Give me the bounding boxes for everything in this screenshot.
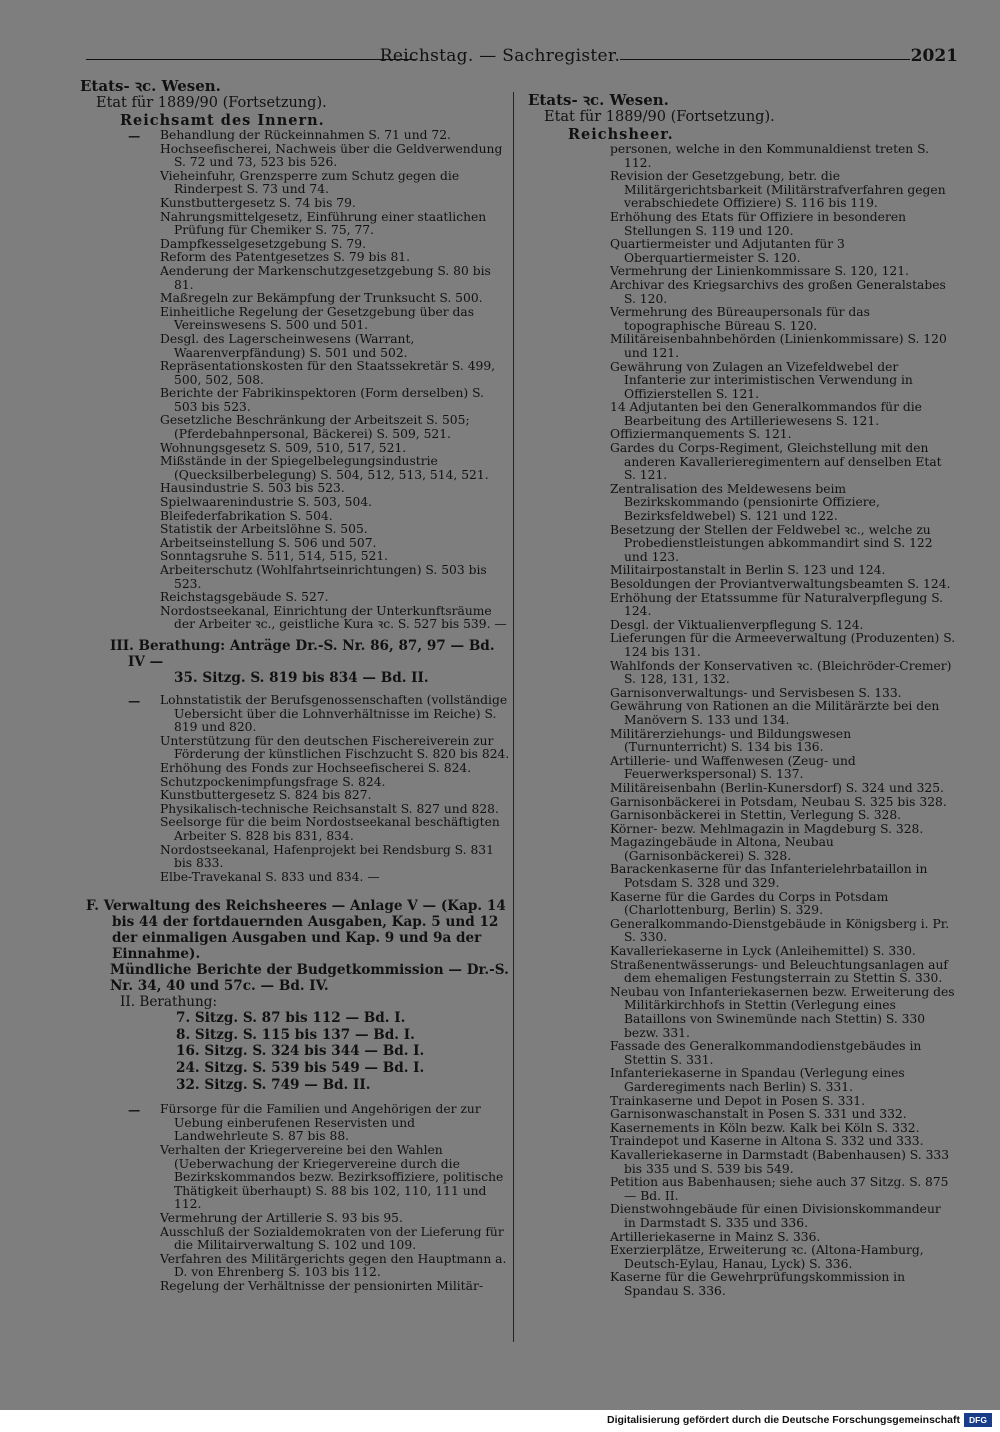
- third-reading: III. Berathung: Anträge Dr.-S. Nr. 86, 87, 97 — Bd. IV —: [110, 637, 495, 670]
- list-item: Desgl. der Viktualienverpflegung S. 124.: [610, 617, 864, 632]
- list-item: Verfahren des Militärgerichts gegen den Hauptmann a. D. von Ehrenberg S. 103 bis 112.: [160, 1251, 507, 1280]
- list-item: Traindepot und Kaserne in Altona S. 332 und 333.: [610, 1134, 924, 1149]
- list-item: Militairpostanstalt in Berlin S. 123 und 124.: [610, 563, 886, 578]
- list-item: Reichstagsgebäude S. 527.: [160, 590, 329, 605]
- session-item: 24. Sitzg. S. 539 bis 549 — Bd. I.: [176, 1060, 425, 1077]
- list-item: Ausschluß der Sozialdemokraten von der Lieferung für die Militairverwaltung S. 102 und 109.: [160, 1224, 504, 1253]
- list-item: Hochseefischerei, Nachweis über die Geldverwendung S. 72 und 73, 523 bis 526.: [160, 141, 503, 170]
- list-item: Erhöhung der Etatssumme für Naturalverpflegung S. 124.: [610, 590, 944, 619]
- list-item: Hausindustrie S. 503 bis 523.: [160, 481, 345, 496]
- list-item: Aenderung der Markenschutzgesetzgebung S. 80 bis 81.: [160, 263, 491, 292]
- list-item: Neubau von Infanteriekasernen bezw. Erweiterung des Militärkirchhofs in Stettin (Verlegung eines Bataillons von Swinemünde nach Stettin) S. 330 bezw. 331.: [610, 984, 955, 1040]
- session-item: 8. Sitzg. S. 115 bis 137 — Bd. I.: [176, 1026, 415, 1043]
- list-item: Kunstbuttergesetz S. 824 bis 827.: [160, 788, 372, 803]
- entry-list-3: [160, 1103, 510, 1293]
- list-item: Besoldungen der Proviantverwaltungsbeamten S. 124.: [610, 577, 951, 591]
- list-item: Garnisonwaschanstalt in Posen S. 331 und 332.: [610, 1107, 907, 1122]
- oral-reports-line-2: Nr. 34, 40 und 57c. — Bd. IV.: [110, 978, 329, 995]
- list-item: Garnisonbäckerei in Stettin, Verlegung S. 328.: [610, 808, 902, 823]
- list-item: Vermehrung der Artillerie S. 93 bis 95.: [160, 1211, 403, 1225]
- list-item: Bleifederfabrikation S. 504.: [160, 508, 333, 523]
- list-item: Reform des Patentgesetzes S. 79 bis 81.: [160, 250, 411, 265]
- list-item: Erhöhung des Fonds zur Hochseefischerei S. 824.: [160, 760, 472, 775]
- session-item: 7. Sitzg. S. 87 bis 112 — Bd. I.: [176, 1010, 406, 1027]
- list-item: Exerzierplätze, Erweiterung ꝛc. (Altona-Hamburg, Deutsch-Eylau, Hanau, Lyck) S. 336.: [610, 1243, 924, 1271]
- list-item: Garnisonverwaltungs- und Servisbesen S. 133.: [610, 685, 902, 700]
- entry-list-2: [160, 694, 510, 884]
- entries-third-reading: [128, 692, 510, 884]
- session-list: [80, 1010, 510, 1093]
- list-item: Maßregeln zur Bekämpfung der Trunksucht S. 500.: [160, 291, 483, 306]
- list-item: Vermehrung des Büreaupersonals für das topographische Büreau S. 120.: [610, 305, 870, 333]
- list-item: Straßenentwässerungs- und Beleuchtungsanlagen auf dem ehemaligen Festungsterrain zu Stettin S. 330.: [610, 957, 948, 986]
- right-heading-reichsheer: Reichsheer.: [568, 126, 674, 143]
- list-item: Petition aus Babenhausen; siehe auch 37 Sitzg. S. 875 — Bd. II.: [610, 1175, 949, 1203]
- header-title: Reichstag. — Sachregister.: [379, 46, 621, 66]
- list-item: Kaserne für die Gewehrprüfungskommission in Spandau S. 336.: [610, 1270, 906, 1298]
- list-item: Militärerziehungs- und Bildungswesen (Turnunterricht) S. 134 bis 136.: [610, 726, 852, 755]
- left-heading-reichsamt: Reichsamt des Innern.: [120, 112, 325, 129]
- list-item: Artillerie- und Waffenwesen (Zeug- und Feuerwerkspersonal) S. 137.: [610, 753, 856, 782]
- footer-credit: Digitalisierung gefördert durch die Deutsche Forschungsgemeinschaft: [607, 1414, 960, 1426]
- list-item: Fassade des Generalkommandodienstgebäudes in Stettin S. 331.: [610, 1039, 922, 1067]
- entries-army: [128, 1102, 510, 1293]
- list-item: Generalkommando-Dienstgebäude in Königsberg i. Pr. S. 330.: [610, 916, 950, 945]
- list-item: Nordostseekanal, Einrichtung der Unterkunftsräume der Arbeiter ꝛc., geistliche Kura ꝛc. S. 527 bis 539. —: [160, 603, 507, 632]
- list-item: Zentralisation des Meldewesens beim Bezirkskommando (pensionirte Offiziere, Bezirksfeldwebel) S. 121 und 122.: [610, 481, 880, 524]
- list-item: Kasernements in Köln bezw. Kalk bei Köln S. 332.: [610, 1120, 920, 1135]
- list-item: Arbeiterschutz (Wohlfahrtseinrichtungen) S. 503 bis 523.: [160, 563, 487, 591]
- left-heading-etats: Etats- ꝛc. Wesen.: [80, 77, 221, 95]
- list-item: Kavalleriekaserne in Darmstadt (Babenhausen) S. 333 bis 335 und S. 539 bis 549.: [610, 1147, 950, 1176]
- list-item: Elbe-Travekanal S. 833 und 834. —: [160, 869, 380, 884]
- list-item: Nahrungsmittelgesetz, Einführung einer staatlichen Prüfung für Chemiker S. 75, 77.: [160, 209, 487, 238]
- list-item: Trainkaserne und Depot in Posen S. 331.: [610, 1093, 866, 1108]
- right-heading-etat: Etat für 1889/90 (Fortsetzung).: [544, 109, 775, 125]
- list-item: Militäreisenbahnbehörden (Linienkommissare) S. 120 und 121.: [610, 332, 947, 360]
- oral-reports-line-1: Mündliche Berichte der Budgetkommission — Dr.-S.: [110, 962, 509, 979]
- list-item: Behandlung der Rückeinnahmen S. 71 und 72.: [160, 128, 451, 142]
- list-item: Besetzung der Stellen der Feldwebel ꝛc., welche zu Probedienstleistungen abkommandirt sind S. 122 und 123.: [610, 522, 933, 564]
- list-item: Militäreisenbahn (Berlin-Kunersdorf) S. 324 und 325.: [610, 780, 944, 795]
- list-item: Physikalisch-technische Reichsanstalt S. 827 und 828.: [160, 801, 499, 816]
- list-item: 14 Adjutanten bei den Generalkommandos für die Bearbeitung des Artilleriewesens S. 121.: [610, 400, 922, 428]
- list-item: Körner- bezw. Mehlmagazin in Magdeburg S. 328.: [610, 821, 924, 836]
- list-item: Gesetzliche Beschränkung der Arbeitszeit S. 505; (Pferdebahnpersonal, Bäckerei) S. 509, 521.: [160, 413, 470, 442]
- list-item: Archivar des Kriegsarchivs des großen Generalstabes S. 120.: [610, 277, 946, 306]
- list-item: Repräsentationskosten für den Staatssekretär S. 499, 500, 502, 508.: [160, 359, 496, 387]
- dfg-logo: DFG: [964, 1413, 992, 1427]
- column-divider: [513, 92, 514, 1342]
- entry-dash: —: [128, 692, 141, 708]
- list-item: Einheitliche Regelung der Gesetzgebung über das Vereinswesens S. 500 und 501.: [160, 304, 475, 333]
- list-item: Verhalten der Kriegervereine bei den Wahlen (Ueberwachung der Kriegervereine durch die Bezirkskommandos bezw. Bezirksoffiziere, politische Thätigkeit überhaupt) S. 88 bis 102, 110, 111 und 112.: [160, 1143, 504, 1212]
- list-item: Berichte der Fabrikinspektoren (Form derselben) S. 503 bis 523.: [160, 386, 484, 414]
- list-item: Vieheinfuhr, Grenzsperre zum Schutz gegen die Rinderpest S. 73 und 74.: [160, 168, 460, 197]
- list-item: Lieferungen für die Armeeverwaltung (Produzenten) S. 124 bis 131.: [610, 631, 956, 659]
- list-item: Barackenkaserne für das Infanterielehrbataillon in Potsdam S. 328 und 329.: [610, 862, 928, 891]
- right-column: [528, 78, 956, 1298]
- entry-list-reichsheer: [610, 143, 956, 1298]
- page-header: [0, 44, 1000, 72]
- list-item: Revision der Gesetzgebung, betr. die Militärgerichtsbarkeit (Militärstrafverfahren gegen verabschiedete Offiziere) S. 116 bis 119.: [610, 169, 946, 211]
- list-item: Schutzpockenimpfungsfrage S. 824.: [160, 774, 386, 789]
- list-item: Wahlfonds der Konservativen ꝛc. (Bleichröder-Cremer) S. 128, 131, 132.: [610, 658, 952, 687]
- list-item: Gewährung von Zulagen an Vizefeldwebel der Infanterie zur interimistischen Verwendung in Offizierstellen S. 121.: [610, 359, 913, 401]
- page-number: 2021: [910, 46, 958, 66]
- list-item: Fürsorge für die Familien und Angehörigen der zur Uebung einberufenen Reservisten und Landwehrleute S. 87 bis 88.: [160, 1102, 481, 1144]
- entry-list-1: [160, 129, 510, 632]
- list-item: Infanteriekaserne in Spandau (Verlegung eines Garderegiments nach Berlin) S. 331.: [610, 1066, 905, 1094]
- list-item: Quartiermeister und Adjutanten für 3 Oberquartiermeister S. 120.: [610, 237, 845, 265]
- list-item: Seelsorge für die beim Nordostseekanal beschäftigten Arbeiter S. 828 bis 831, 834.: [160, 815, 500, 843]
- list-item: personen, welche in den Kommunaldienst treten S. 112.: [610, 142, 930, 170]
- session-item: 32. Sitzg. S. 749 — Bd. II.: [176, 1076, 371, 1093]
- list-item: Offiziermanquements S. 121.: [610, 427, 792, 442]
- list-item: Kavalleriekaserne in Lyck (Anleihemittel) S. 330.: [610, 944, 916, 959]
- list-item: Nordostseekanal, Hafenprojekt bei Rendsburg S. 831 bis 833.: [160, 842, 494, 871]
- right-heading-etats: Etats- ꝛc. Wesen.: [528, 91, 669, 109]
- list-item: Dienstwohngebäude für einen Divisionskommandeur in Darmstadt S. 335 und 336.: [610, 1202, 941, 1230]
- session-35: 35. Sitzg. S. 819 bis 834 — Bd. II.: [174, 669, 429, 686]
- list-item: Spielwaarenindustrie S. 503, 504.: [160, 495, 373, 510]
- page-footer: [0, 1410, 1000, 1432]
- session-item: 16. Sitzg. S. 324 bis 344 — Bd. I.: [176, 1043, 425, 1060]
- list-item: Vermehrung der Linienkommissare S. 120, 121.: [610, 264, 909, 279]
- list-item: Sonntagsruhe S. 511, 514, 515, 521.: [160, 549, 389, 564]
- list-item: Magazingebäude in Altona, Neubau (Garnisonbäckerei) S. 328.: [610, 835, 834, 863]
- entries-reichsamt: [128, 128, 510, 632]
- entry-dash: —: [128, 128, 141, 143]
- list-item: Garnisonbäckerei in Potsdam, Neubau S. 325 bis 328.: [610, 794, 947, 809]
- list-item: Dampfkesselgesetzgebung S. 79.: [160, 236, 366, 251]
- list-item: Regelung der Verhältnisse der pensionirten Militär-: [160, 1278, 483, 1293]
- left-column: [80, 78, 510, 1294]
- list-item: Erhöhung des Etats für Offiziere in besonderen Stellungen S. 119 und 120.: [610, 209, 907, 238]
- list-item: Arbeitseinstellung S. 506 und 507.: [160, 535, 377, 550]
- list-item: Desgl. des Lagerscheinwesens (Warrant, Waarenverpfändung) S. 501 und 502.: [160, 331, 415, 360]
- section-f-heading: F. Verwaltung des Reichsheeres — Anlage V — (Kap. 14 bis 44 der fortdauernden Ausgaben, Kap. 5 und 12 der einmaligen Ausgaben und Kap. 9 und 9a der Einnahme).: [86, 898, 506, 963]
- entry-dash: —: [128, 1102, 141, 1118]
- list-item: Artilleriekaserne in Mainz S. 336.: [610, 1229, 821, 1244]
- list-item: Mißstände in der Spiegelbelegungsindustrie (Quecksilberbelegung) S. 504, 512, 513, 514, 521.: [160, 454, 489, 482]
- list-item: Unterstützung für den deutschen Fischereiverein zur Förderung der künstlichen Fischzucht S. 820 bis 824.: [160, 733, 510, 762]
- second-reading: II. Berathung:: [120, 994, 218, 1011]
- list-item: Kunstbuttergesetz S. 74 bis 79.: [160, 195, 356, 210]
- list-item: Gardes du Corps-Regiment, Gleichstellung mit den anderen Kavallerieregimentern auf denselben Etat S. 121.: [610, 441, 942, 483]
- list-item: Wohnungsgesetz S. 509, 510, 517, 521.: [160, 440, 407, 455]
- list-item: Gewährung von Rationen an die Militärärzte bei den Manövern S. 133 und 134.: [610, 699, 940, 727]
- list-item: Kaserne für die Gardes du Corps in Potsdam (Charlottenburg, Berlin) S. 329.: [610, 889, 889, 918]
- list-item: Lohnstatistik der Berufsgenossenschaften (vollständige Uebersicht über die Lohnverhältnisse im Reiche) S. 819 und 820.: [160, 692, 508, 735]
- left-heading-etat: Etat für 1889/90 (Fortsetzung).: [96, 95, 327, 111]
- list-item: Statistik der Arbeitslöhne S. 505.: [160, 522, 368, 537]
